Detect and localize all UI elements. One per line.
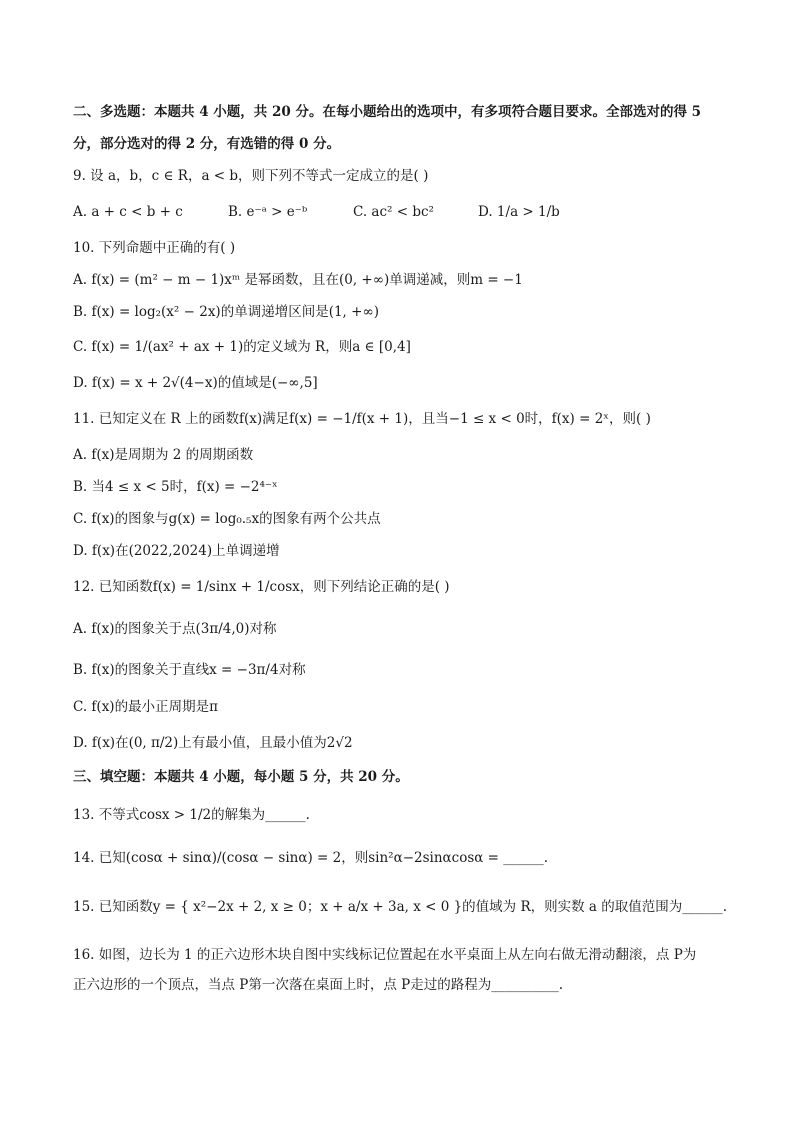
q11-option-d: D. f(x)在(2022,2024)上单调递增 xyxy=(73,543,280,559)
q11-option-a: A. f(x)是周期为 2 的周期函数 xyxy=(73,447,254,463)
section3-header: 三、填空题：本题共 4 小题，每小题 5 分，共 20 分。 xyxy=(73,769,409,785)
q10-option-d: D. f(x) = x + 2√(4−x)的值域是(−∞,5] xyxy=(73,375,318,391)
q11-stem: 11. 已知定义在 R 上的函数f(x)满足f(x) = −1/f(x + 1)，且当−1 ≤ x < 0时，f(x) = 2ˣ，则( ) xyxy=(73,411,651,427)
q16-line2: 正六边形的一个顶点，当点 P第一次落在桌面上时，点 P走过的路程为__________. xyxy=(73,977,564,993)
q16-line1: 16. 如图，边长为 1 的正六边形木块自图中实线标记位置起在水平桌面上从左向右做无滑动翻滚，点 P为 xyxy=(73,947,697,963)
q9-option-d: D. 1/a > 1/b xyxy=(478,204,560,220)
q12-option-a: A. f(x)的图象关于点(3π/4,0)对称 xyxy=(73,621,277,637)
section2-header-line2: 分，部分选对的得 2 分，有选错的得 0 分。 xyxy=(73,136,341,152)
q12-stem: 12. 已知函数f(x) = 1/sinx + 1/cosx，则下列结论正确的是( ) xyxy=(73,579,450,595)
q10-option-c: C. f(x) = 1/(ax² + ax + 1)的定义域为 R，则a ∈ [0,4] xyxy=(73,339,411,355)
q9-option-b: B. e⁻ᵃ > e⁻ᵇ xyxy=(228,204,308,220)
q10-option-b: B. f(x) = log₂(x² − 2x)的单调递增区间是(1, +∞) xyxy=(73,304,379,320)
q15-text: 15. 已知函数y = { x²−2x + 2, x ≥ 0；x + a/x + 3a, x < 0 }的值域为 R，则实数 a 的取值范围为______. xyxy=(73,899,728,915)
q13-text: 13. 不等式cosx > 1/2的解集为______. xyxy=(73,807,310,823)
q9-option-a: A. a + c < b + c xyxy=(73,204,183,220)
q12-option-c: C. f(x)的最小正周期是π xyxy=(73,699,218,715)
q10-stem: 10. 下列命题中正确的有( ) xyxy=(73,240,236,256)
q14-text: 14. 已知(cosα + sinα)/(cosα − sinα) = 2，则sin²α−2sinαcosα = ______. xyxy=(73,850,549,866)
q12-option-d: D. f(x)在(0, π/2)上有最小值，且最小值为2√2 xyxy=(73,735,353,751)
q12-option-b: B. f(x)的图象关于直线x = −3π/4对称 xyxy=(73,662,306,678)
q11-option-c: C. f(x)的图象与g(x) = log₀.₅x的图象有两个公共点 xyxy=(73,511,381,527)
section2-header-line1: 二、多选题：本题共 4 小题，共 20 分。在每小题给出的选项中，有多项符合题目要求。全部选对的得 5 xyxy=(73,104,702,120)
q11-option-b: B. 当4 ≤ x < 5时，f(x) = −2⁴⁻ˣ xyxy=(73,479,278,495)
q10-option-a: A. f(x) = (m² − m − 1)xᵐ 是幂函数，且在(0, +∞)单调递减，则m = −1 xyxy=(73,272,523,288)
q9-stem: 9. 设 a，b，c ∈ R，a < b，则下列不等式一定成立的是( ) xyxy=(73,168,429,184)
q9-option-c: C. ac² < bc² xyxy=(353,204,434,220)
